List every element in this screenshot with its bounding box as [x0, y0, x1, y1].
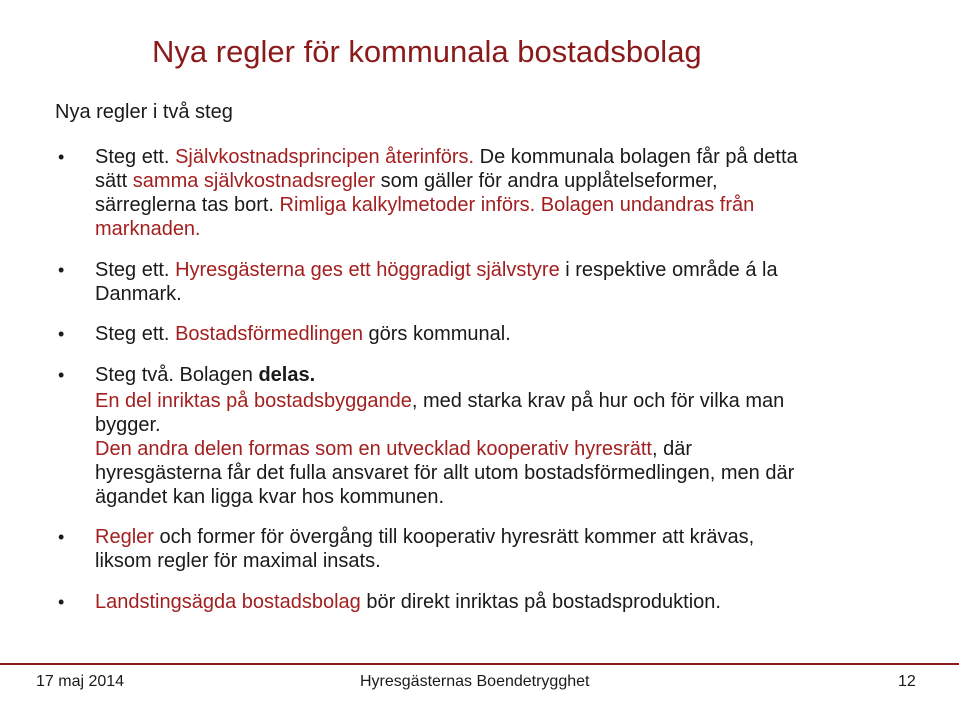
bullet-marker: • — [58, 527, 65, 547]
bullet-5-line-2: liksom regler för maximal insats. — [95, 550, 381, 572]
bullet-marker: • — [58, 147, 65, 167]
bullet-2-line-2: Danmark. — [95, 283, 182, 305]
bullet-1-line-4: marknaden. — [95, 218, 201, 240]
bullet-4-line-5: hyresgästerna får det fulla ansvaret för allt utom bostadsförmedlingen, men där — [95, 462, 795, 484]
bullet-4-line-6: ägandet kan ligga kvar hos kommunen. — [95, 486, 445, 508]
bullet-5-line-1: Regler och former för övergång till kooperativ hyresrätt kommer att krävas, — [95, 526, 755, 548]
footer-organization: Hyresgästernas Boendetrygghet — [360, 673, 590, 690]
slide-subtitle: Nya regler i två steg — [55, 101, 233, 123]
bullet-1-line-2: sätt samma självkostnadsregler som gäller för andra upplåtelseformer, — [95, 170, 718, 192]
bullet-marker: • — [58, 592, 65, 612]
footer-date: 17 maj 2014 — [36, 673, 125, 690]
bullet-2-line-1: Steg ett. Hyresgästerna ges ett höggradigt självstyre i respektive område á la — [95, 259, 778, 281]
footer-page-number: 12 — [898, 673, 916, 690]
bullet-6-line-1: Landstingsägda bostadsbolag bör direkt inriktas på bostadsproduktion. — [95, 591, 721, 613]
bullet-marker: • — [58, 365, 65, 385]
bullet-marker: • — [58, 260, 65, 280]
bullet-1-line-3: särreglerna tas bort. Rimliga kalkylmetoder införs. Bolagen undandras från — [95, 194, 755, 216]
bullet-1-line-1: Steg ett. Självkostnadsprincipen återinförs. De kommunala bolagen får på detta — [95, 146, 798, 168]
slide-title: Nya regler för kommunala bostadsbolag — [152, 34, 702, 69]
bullet-4-line-4: Den andra delen formas som en utvecklad kooperativ hyresrätt, där — [95, 438, 692, 460]
bullet-4-line-1: Steg två. Bolagen delas. — [95, 364, 316, 386]
bullet-marker: • — [58, 324, 65, 344]
bullet-4-line-2: En del inriktas på bostadsbyggande, med starka krav på hur och för vilka man — [95, 390, 785, 412]
footer-divider — [0, 663, 959, 665]
bullet-3-line-1: Steg ett. Bostadsförmedlingen görs kommunal. — [95, 323, 511, 345]
bullet-4-line-3: bygger. — [95, 414, 161, 436]
